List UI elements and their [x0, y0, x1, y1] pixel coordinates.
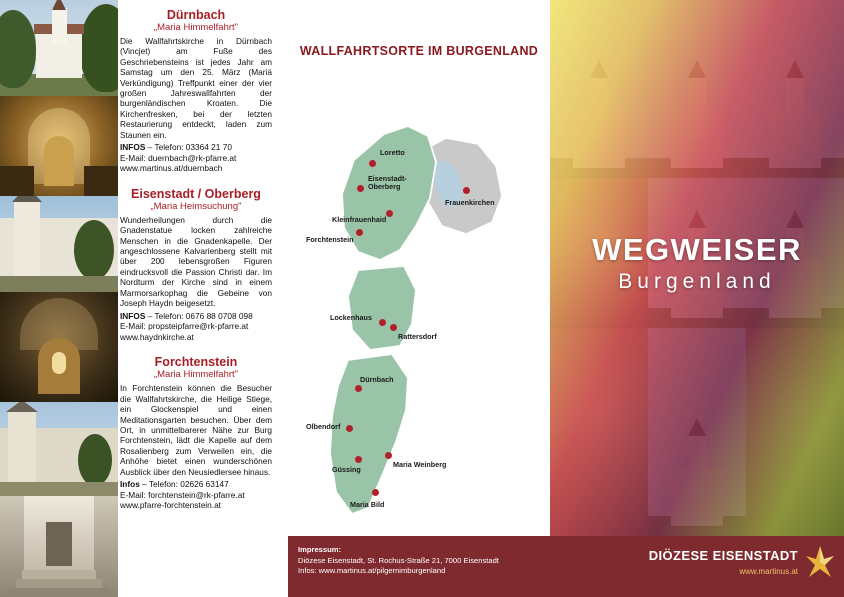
entry-contact: [120, 479, 272, 511]
map-label-rattersdorf: Rattersdorf: [398, 332, 437, 341]
entry-eisenstadt-oberberg: [120, 187, 272, 342]
entry-forchtenstein: [120, 355, 272, 510]
impressum-title: Impressum:: [298, 545, 342, 554]
impressum-bar: [288, 536, 550, 597]
entry-body: In Forchtenstein können die Besucher die Wallfahrtskirche, die Heilige Stiege, ein Glockenspiel und einen Meditationsgarten besuchen. Über dem Ort, in unmittelbarerer Nähe zur Burg Forchtenstein, lädt die Kapelle auf dem Rosalienberg zum Verweilen ein, die Anhöhe bietet einen wunderschönen Ausblick über den Neusiedlersee hinaus.: [120, 383, 272, 477]
entry-title: Eisenstadt / Oberberg: [131, 186, 261, 201]
map-dot-duernbach[interactable]: [355, 385, 362, 392]
map-heading: WALLFAHRTSORTE IM BURGENLAND: [299, 44, 539, 58]
phone: – Telefon: 02626 63147: [142, 478, 229, 489]
entry-subtitle: „Maria Himmelfahrt": [153, 369, 239, 381]
map-label-forchtenstein: Forchtenstein: [306, 235, 354, 244]
map-label-duernbach: Dürnbach: [360, 375, 394, 384]
map-dot-kleinfrauenhaid[interactable]: [386, 210, 393, 217]
burgenland-map: [296, 110, 542, 530]
diocese-logo-icon: [806, 546, 834, 580]
email: E-Mail: duernbach@rk-pfarre.at: [120, 152, 237, 163]
cover-panel: [550, 0, 844, 597]
diocese-url: www.martinus.at: [739, 567, 798, 576]
phone: – Telefon: 0676 88 0708 098: [147, 310, 253, 321]
entry-subtitle: „Maria Heimsuchung": [150, 200, 242, 212]
impressum-infos: Infos: www.martinus.at/pilgernimburgenland: [298, 566, 446, 575]
entry-title: Forchtenstein: [154, 355, 238, 370]
cover-title: WEGWEISER: [592, 232, 802, 267]
photo-church-facade: [0, 196, 118, 292]
cover-color-overlay: [550, 0, 844, 597]
map-label-kleinfrauenhaid: Kleinfrauenhaid: [332, 215, 387, 224]
entry-contact: [120, 311, 272, 343]
map-dot-forchtenstein[interactable]: [356, 229, 363, 236]
map-label-maria-bild: Maria Bild: [350, 500, 385, 509]
photo-church-interior-gold: [0, 96, 118, 196]
photo-church-exterior: [0, 0, 118, 96]
entry-subtitle: „Maria Himmelfahrt": [153, 22, 239, 33]
entry-duernbach: [120, 8, 272, 174]
infos-label: INFOS: [120, 310, 146, 321]
entry-body: Die Wallfahrtskirche in Dürnbach (Vincjet) am Fuße des Geschriebensteins ist jedes Jahr am Samstag um den 25. März (Mariä Verkündigung) Treffpunkt einer der vier großen Jahreswallfahrten der burgenländischen Kroaten. Die Kirchenfresken, bei der letzten Restaurierung entdeckt, laden zum Staunen ein.: [120, 36, 272, 140]
text-column: [120, 8, 272, 524]
map-dot-maria-weinberg[interactable]: [385, 452, 392, 459]
entry-contact: [120, 142, 272, 174]
map-dot-eisenstadt-oberberg[interactable]: [357, 185, 364, 192]
email: E-Mail: forchtenstein@rk-pfarre.at: [120, 489, 245, 500]
website: www.haydnkirche.at: [120, 331, 194, 342]
map-label-olbendorf: Olbendorf: [306, 422, 341, 431]
map-dot-frauenkirchen[interactable]: [463, 187, 470, 194]
email: E-Mail: propsteipfarre@rk-pfarre.at: [120, 321, 249, 332]
photo-holy-stairs: [0, 496, 118, 597]
impressum-address: Diözese Eisenstadt, St. Rochus-Straße 21, 7000 Eisenstadt: [298, 555, 499, 565]
diocese-brand: DIÖZESE EISENSTADT: [648, 548, 798, 563]
map-label-frauenkirchen: Frauenkirchen: [445, 198, 495, 207]
cover-subtitle: Burgenland: [618, 270, 776, 293]
map-dot-loretto[interactable]: [369, 160, 376, 167]
map-dot-guessing[interactable]: [355, 456, 362, 463]
infos-label: Infos: [120, 478, 140, 489]
map-dot-lockenhaus[interactable]: [379, 319, 386, 326]
website: www.pfarre-forchtenstein.at: [120, 500, 221, 511]
entry-body: Wunderheilungen durch die Gnadenstatue locken zahlreiche Menschen in die Gnadenkapelle. Der angeschlossene Kalvarienberg stellt mit über 200 lebensgroßen Figuren eindrucksvoll die Passion Christi dar. Im Nordturm der Kirche sind in einem Marmorsarkophag die Gebeine von Joseph Haydn beigesetzt.: [120, 214, 272, 309]
entry-title: Dürnbach: [166, 8, 226, 22]
map-label-eisenstadt: Eisenstadt-: [368, 174, 407, 183]
phone: – Telefon: 03364 21 70: [147, 142, 232, 153]
website: www.martinus.at/duernbach: [120, 163, 223, 174]
map-label-loretto: Loretto: [380, 148, 405, 157]
map-label-guessing: Güssing: [332, 465, 361, 474]
photo-castle-courtyard: [0, 402, 118, 496]
map-label-oberberg: Oberberg: [368, 182, 401, 191]
infos-label: INFOS: [120, 142, 146, 153]
map-dot-olbendorf[interactable]: [346, 425, 353, 432]
map-dot-maria-bild[interactable]: [372, 489, 379, 496]
map-label-maria-weinberg: Maria Weinberg: [393, 460, 447, 469]
map-panel: [288, 0, 550, 597]
cover-footer-bar: [550, 536, 844, 597]
photo-baroque-interior: [0, 292, 118, 402]
map-dot-rattersdorf[interactable]: [390, 324, 397, 331]
map-north: [342, 126, 436, 260]
map-label-lockenhaus: Lockenhaus: [330, 313, 372, 322]
left-photo-column: [0, 0, 118, 597]
